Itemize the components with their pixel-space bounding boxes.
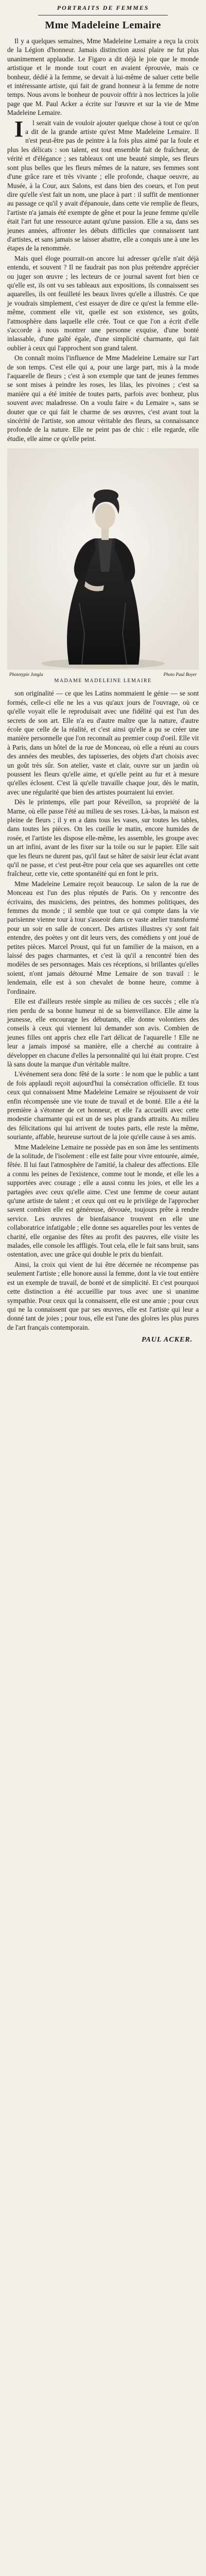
section-title: PORTRAITS DE FEMMES <box>57 4 149 11</box>
credit-right: Photo Paul Boyer <box>163 672 197 677</box>
body-paragraph: son originalité — ce que les Latins nommaient le génie — se sont formés, celle-ci elle ne les a vus qu'aux jours de l'ouvrage, où ce qu'elle voyait elle le reproduisait avec une fidélité qui est l'un des secrets de son art. Elle n'a eu d'autre maître que la nature, d'autre école que celle de la réalité, et c'est ainsi qu'elle a pu se créer une manière personnelle que l'on reconnaît au premier coup d'oeil. Elle vit à Paris, dans un hôtel de la rue de Monceau, où elle a réuni au cours des années des meubles, des tapisseries, des objets d'art choisis avec un goût très sûr. Son atelier, vaste et clair, ouvre sur un jardin où poussent les fleurs qu'elle aime, et qu'elle peint au fur et à mesure qu'elles éclosent. C'est là qu'elle travaille chaque jour, dès le matin, avec une régularité que bien des artistes pourraient lui envier. <box>7 689 199 796</box>
figure-caption: MADAME MADELEINE LEMAIRE <box>54 678 152 684</box>
body-paragraph: On connaît moins l'influence de Mme Madeleine Lemaire sur l'art de son temps. C'est elle qui a, pour une large part, mis à la mode l'aquarelle de fleurs ; c'est à son exemple que tant de jeunes femmes se sont mises à peindre les roses, les lilas, les pivoines ; c'est sa manière qui a été imitée de toutes parts, parfois avec bonheur, plus souvent avec maladresse. On a voulu faire « du Lemaire », sans se douter que ce qui fait le charme de ses œuvres, c'est avant tout la sincérité de l'artiste, son amour véritable des fleurs, sa connaissance profonde de la nature. Elle ne peint pas de chic : elle regarde, elle étudie, elle aime ce qu'elle peint. <box>7 354 199 443</box>
body-paragraph: Mme Madeleine Lemaire reçoit beaucoup. Le salon de la rue de Monceau est l'un des plus réputés de Paris. On y rencontre des écrivains, des musiciens, des peintres, des hommes politiques, des femmes du monde ; il semble que tout ce qui compte dans la vie parisienne vienne tour à tour s'asseoir dans ce vaste atelier transformé pour un soir en salle de concert. Des artistes illustres s'y sont fait entendre, des poètes y ont dit leurs vers, des comédiens y ont joué de petites pièces. Marcel Proust, qui fut un familier de la maison, en a laissé des pages charmantes, et c'est là qu'il a rencontré bien des modèles de ses personnages. Mais ces réceptions, si brillantes qu'elles soient, n'ont jamais détourné Mme Lemaire de son travail : le lendemain, elle est à son chevalet de bonne heure, comme à l'ordinaire. <box>7 879 199 995</box>
body-paragraph: Il serait vain de vouloir ajouter quelque chose à tout ce qu'on a dit de la grande artiste qu'est Mme Madeleine Lemaire. Il n'est peut-être pas de peintre à la fois plus aimé par la foule et plus les délicats : son talent, est tout ensemble fait de fraîcheur, de vérité et d'élégance ; ses tableaux ont une beauté simple, ses fleurs sont plus belles que les fleurs mêmes de la nature, ses femmes sont d'une grâce rare et très vivante ; elle profonde, chaque oeuvre, au Musée, à la Cour, aux Salons, est dans bien des coeurs, et l'on peut dire qu'elle s'est fait un nom, une place à part : il suffit de mentionner au passage ce qu'il y avait d'épanouie, dans cette vie remplie de fleurs, l'artiste n'a jamais été exempte de gêne et pour la jeune femme qu'elle était l'art fut une ressource autant qu'une passion. Elle a su, dans ses jeunes années, affronter les débuts difficiles que connaissent tant d'artistes, et sans jamais se laisser abattre, elle a conquis une à une les étapes de la renommée. <box>7 116 199 252</box>
body-paragraph: Mais quel éloge pourrait-on ancore lui adresser qu'elle n'ait déjà entendu, et souvent ? Il ne faudrait pas non plus prétendre apprécier ou juger son œuvre ; les lecteurs de ce journal savent fort bien ce qu'elle est, ils ont vu ses tableaux aux expositions, ils connaissent ses aquarelles, ils ont feuilleté les beaux livres qu'elle a illustrés. Ce que je voudrais simplement, c'est essayer de dire ce qu'est la femme elle-même, comment elle vit, quelle est son existence, ses goûts, l'atmosphère dans laquelle elle crée. Tout ce que l'on a écrit d'elle s'accorde à nous montrer une personne exquise, d'une bonté inlassable, d'une gaîté égale, d'une simplicité charmante, qui fait oublier à ceux qui l'approchent son grand talent. <box>7 254 199 352</box>
body-paragraph: L'événement sera donc fêté de la sorte : le nom que le public a tant de fois applaudi reçoit aujourd'hui la consécration officielle. Et tous ceux qui connaissent Mme Madeleine Lemaire se réjouissent de voir enfin récompensée une vie toute de travail et de bonté. Elle a été la première à s'étonner de cet honneur, et elle l'a accueilli avec cette modestie charmante qui est un de ses plus grands attraits. Au milieu des félicitations qui lui arrivent de toutes parts, elle reste la même, souriante, affable, heureuse surtout de la joie qu'elle cause à ses amis. <box>7 1070 199 1141</box>
article-body-bottom <box>7 689 199 1332</box>
author-signature: PAUL ACKER. <box>141 1336 193 1344</box>
intro-paragraph: Il y a quelques semaines, Mme Madeleine Lemaire a reçu la croix de la Légion d'honneur. Jamais distinction aussi plaire ne fut plus unanimement applaudie. Le Figaro a dit déjà le joie que le monde artistique et le monde tout court en avaient éprouvée, mais ce bonheur, dédié à la femme, se devait à lui-même de saluer cette belle et intéressante artiste, qui fait de grand honneur à la femme de notre temps. Nous avons le bonheur de pouvoir offrir à nos lectrices la jolie page que M. Paul Acker a écrite sur l'œuvre et sur la vie de Mme Madeleine Lemaire. <box>7 37 199 117</box>
article-title: Mme Madeleine Lemaire <box>45 20 161 31</box>
body-paragraph: Ainsi, la croix qui vient de lui être décernée ne récompense pas seulement l'artiste ; elle honore aussi la femme, dont la vie tout entière est un exemple de travail, de bonté et de simplicité. Et c'est pourquoi cette distinction a été accueillie par tous avec une si unanime sympathie. Pour ceux qui la connaissent, elle est une amie ; pour ceux qui ne la connaissent que par ses œuvres, elle est l'artiste qui leur a donné tant de joies ; pour tous, elle est l'une des gloires les plus pures de l'art français contemporain. <box>7 1260 199 1331</box>
body-paragraph: Elle est d'ailleurs restée simple au milieu de ces succès ; elle n'a rien perdu de sa bonne humeur ni de sa bienveillance. Elle aime la jeunesse, elle encourage les débutants, elle donne volontiers des conseils à ceux qui viennent lui demander son avis. Combien de jeunes filles ont appris chez elle l'art délicat de l'aquarelle ! Elle ne leur a jamais imposé sa manière, elle a cherché au contraire à développer en chacune d'elles la personnalité qui lui était propre. C'est là sans doute la marque d'un véritable maître. <box>7 997 199 1068</box>
article-body-top <box>7 37 199 443</box>
portrait-photo <box>7 448 199 670</box>
photo-credits <box>9 672 197 677</box>
credit-left: Phototypie Jongla <box>9 672 43 677</box>
body-paragraph: Mme Madeleine Lemaire ne possède pas en son âme les sentiments de la solitude, de l'isolement : elle est faite pour vivre entourée, aimée, fêtée. Il lui faut l'atmosphère de l'amitié, la chaleur des affections. Elle a connu les peines de l'existence, comme tout le monde, et elle les a supportées avec courage ; elle a aussi connu les joies, et elle les a partagées avec ceux qu'elle aime. C'est une femme de coeur autant qu'une artiste de talent ; et ceux qui ont eu le privilège de l'approcher savent combien elle est généreuse, dévouée, toujours prête à rendre service. Les œuvres de bienfaisance trouvent en elle une collaboratrice infatigable ; elle donne ses aquarelles pour les ventes de charité, elle organise des fêtes au profit des pauvres, elle visite les malades, elle console les affligés. Tout cela, elle le fait sans bruit, sans ostentation, avec une grâce qui double le prix du bienfait. <box>7 1143 199 1259</box>
portrait-figure <box>7 448 199 670</box>
body-paragraph: Dès le printemps, elle part pour Réveillon, sa propriété de la Marne, où elle passe l'été au milieu de ses roses. Là-bas, la maison est pleine de fleurs ; il y en a dans tous les vases, sur toutes les tables, dans toutes les pièces. On les cueille le matin, encore humides de rosée, et l'artiste les dispose elle-même, les assemble, les groupe avec un art infini, avant de les fixer sur la toile ou sur le papier. Elle sait que les fleurs ne durent pas, qu'il faut se hâter de saisir leur éclat avant qu'il ne passe, et c'est peut-être pour cela que ses aquarelles ont cette fraîcheur, cette vie, cette spontanéité qui en font le prix. <box>7 798 199 878</box>
